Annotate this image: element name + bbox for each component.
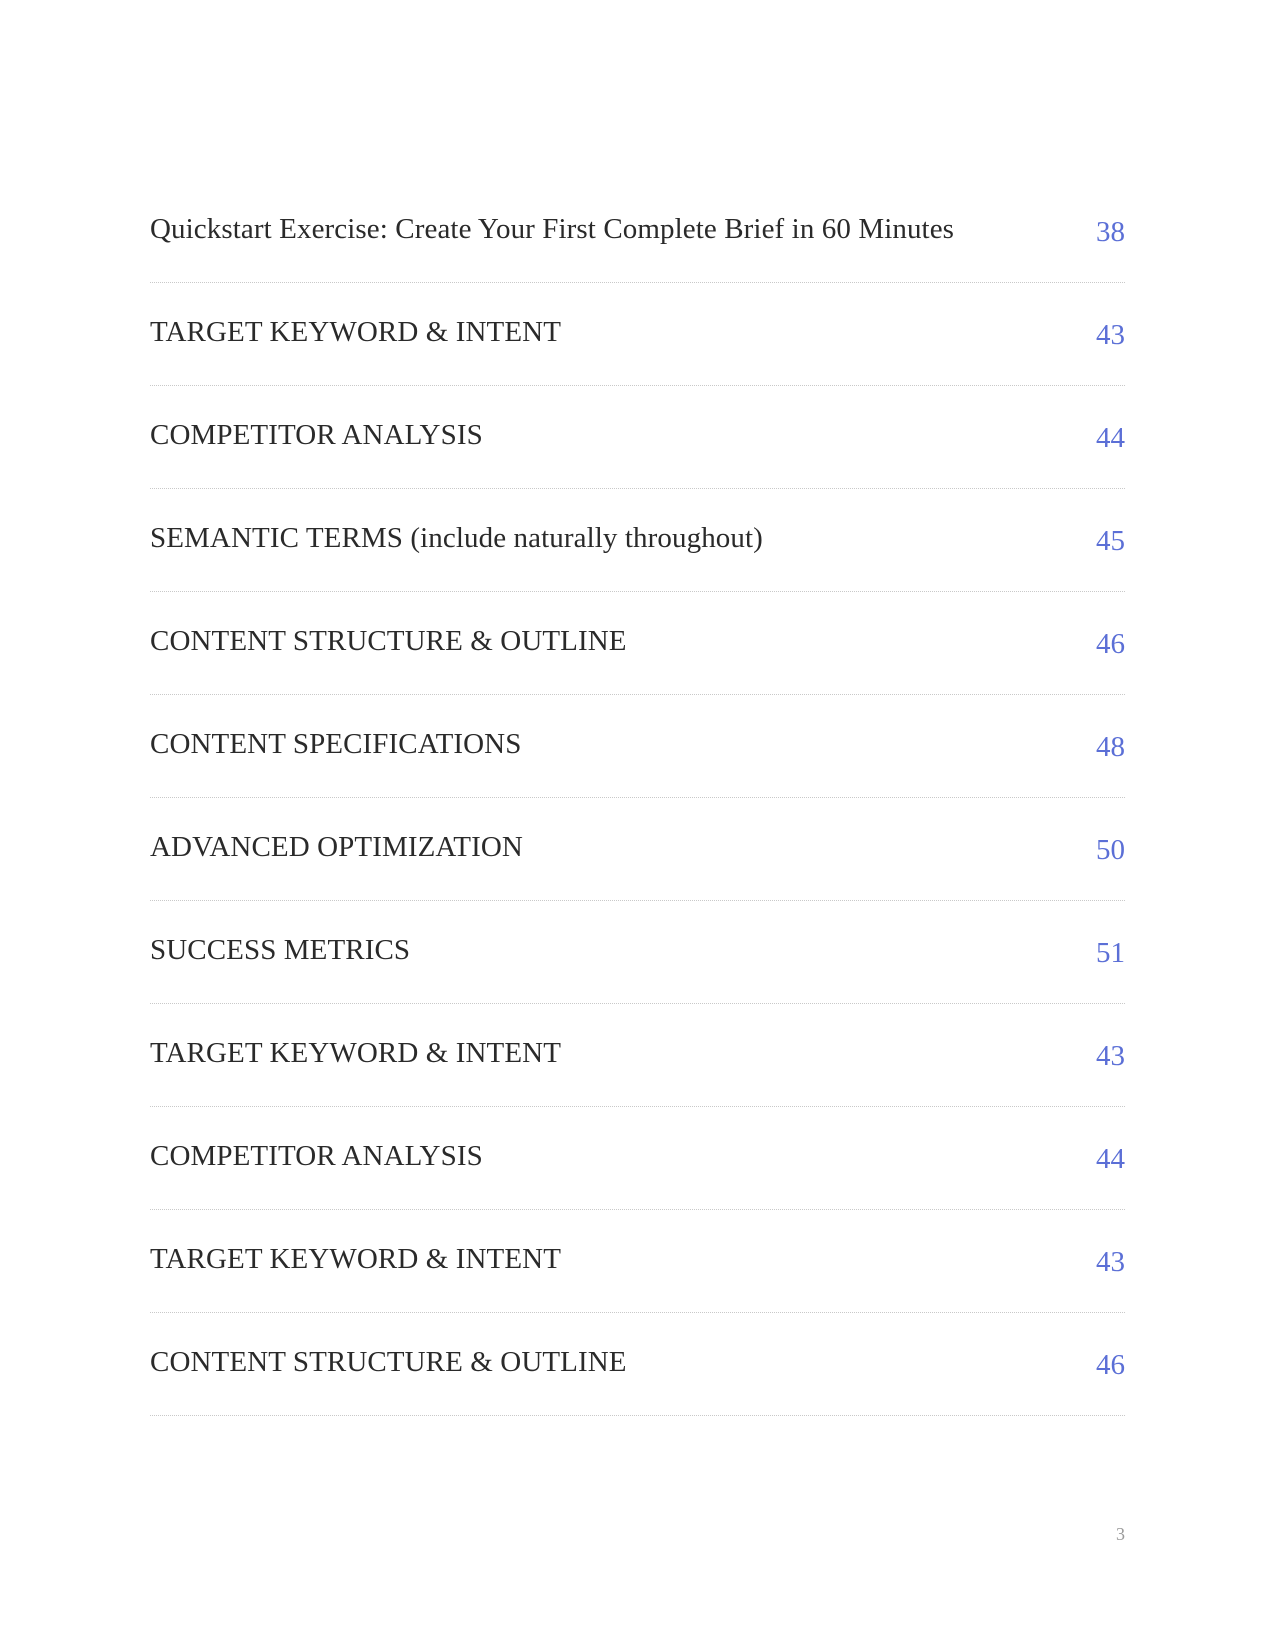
toc-entry-title: TARGET KEYWORD & INTENT — [150, 1242, 562, 1275]
toc-entry-title: COMPETITOR ANALYSIS — [150, 1139, 483, 1172]
toc-entry-page-link[interactable]: 51 — [1096, 936, 1125, 969]
toc-entry[interactable] — [150, 901, 1125, 1004]
toc-entry-page-link[interactable]: 38 — [1096, 215, 1125, 248]
toc-entry-page-link[interactable]: 50 — [1096, 833, 1125, 866]
toc-entry[interactable] — [150, 1313, 1125, 1416]
toc-entry-title: CONTENT SPECIFICATIONS — [150, 727, 522, 760]
page-number: 3 — [1116, 1524, 1125, 1544]
toc-entry-page-link[interactable]: 46 — [1096, 627, 1125, 660]
toc-entry[interactable] — [150, 798, 1125, 901]
toc-entry[interactable] — [150, 1107, 1125, 1210]
toc-entry[interactable] — [150, 1210, 1125, 1313]
toc-entry[interactable] — [150, 1004, 1125, 1107]
toc-entry[interactable] — [150, 695, 1125, 798]
toc-entry[interactable] — [150, 489, 1125, 592]
toc-entry-title: CONTENT STRUCTURE & OUTLINE — [150, 1345, 627, 1378]
toc-entry-title: CONTENT STRUCTURE & OUTLINE — [150, 624, 627, 657]
toc-entry-page-link[interactable]: 44 — [1096, 421, 1125, 454]
toc-entry-title: SEMANTIC TERMS (include naturally throughout) — [150, 521, 763, 554]
toc-entry[interactable] — [150, 592, 1125, 695]
toc-entry-page-link[interactable]: 43 — [1096, 1245, 1125, 1278]
toc-entry-title: TARGET KEYWORD & INTENT — [150, 315, 562, 348]
toc-entry-title: TARGET KEYWORD & INTENT — [150, 1036, 562, 1069]
toc-entry-page-link[interactable]: 48 — [1096, 730, 1125, 763]
toc-entry[interactable] — [150, 283, 1125, 386]
toc-entry-title: ADVANCED OPTIMIZATION — [150, 830, 523, 863]
toc-entry-page-link[interactable]: 44 — [1096, 1142, 1125, 1175]
toc-entry-title: SUCCESS METRICS — [150, 933, 411, 966]
toc-entry[interactable] — [150, 386, 1125, 489]
toc-entry-page-link[interactable]: 45 — [1096, 524, 1125, 557]
toc-entry-page-link[interactable]: 43 — [1096, 318, 1125, 351]
table-of-contents — [150, 180, 1125, 1416]
toc-entry-title: Quickstart Exercise: Create Your First Complete Brief in 60 Minutes — [150, 212, 955, 245]
toc-entry-page-link[interactable]: 46 — [1096, 1348, 1125, 1381]
toc-entry[interactable] — [150, 180, 1125, 283]
toc-entry-page-link[interactable]: 43 — [1096, 1039, 1125, 1072]
toc-entry-title: COMPETITOR ANALYSIS — [150, 418, 483, 451]
